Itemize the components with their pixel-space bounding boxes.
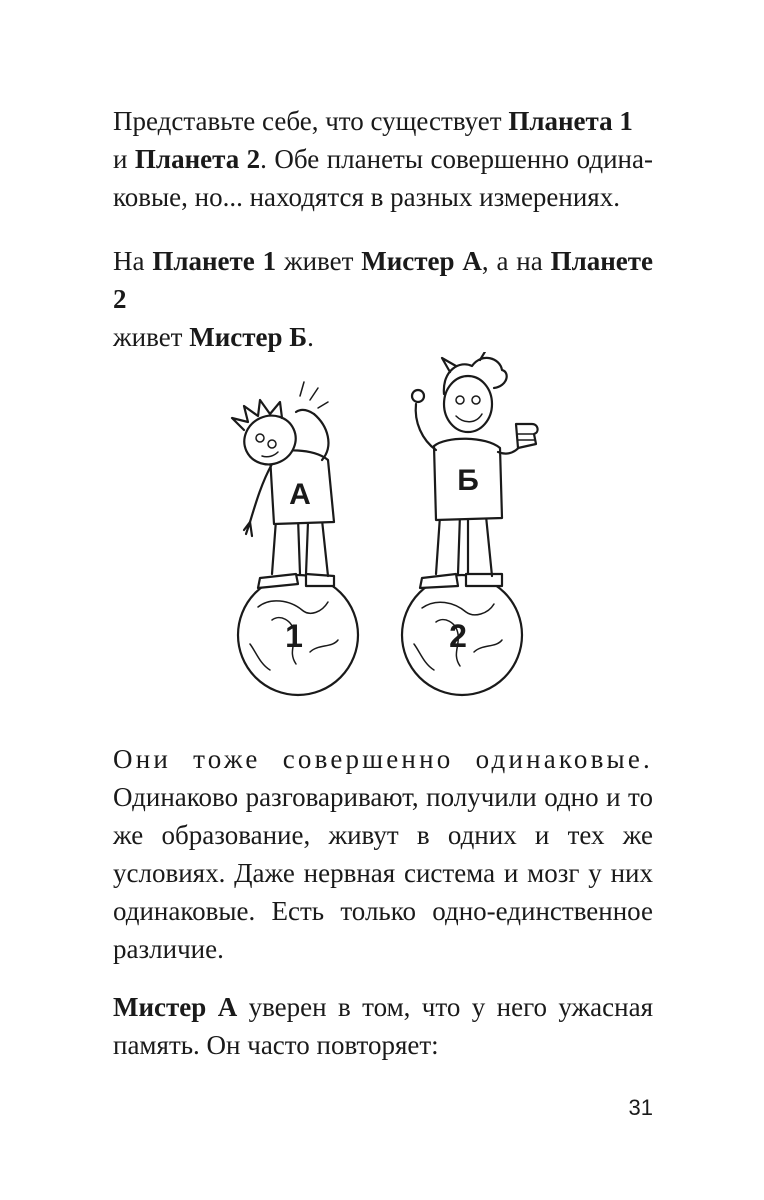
bold-mister-b: Мистер Б [189, 322, 308, 352]
text-block-top [113, 102, 653, 356]
text-run: . Обе планеты совершенно одина-ковые, но... находятся в разных измерениях. [113, 144, 653, 212]
figure-mister-a [232, 382, 358, 695]
text-run-spaced: Они тоже совершенно одинаковые. [113, 744, 653, 774]
figure-mister-b [402, 352, 538, 695]
page-number: 31 [628, 1095, 653, 1120]
text-run: На [113, 246, 153, 276]
text-run: Одинаково разговаривают, получили одно и то же образование, живут в одних и тех же условиях. Даже нервная система и мозг у них одинаковые. Есть только одно-единственное различие. [113, 782, 653, 964]
paragraph-memory [113, 988, 653, 1064]
text-run: , а на [481, 246, 551, 276]
illustration-mister-a-and-b [210, 352, 550, 702]
planet-number-2: 2 [449, 618, 467, 654]
bold-mister-a: Мистер А [361, 246, 482, 276]
bold-planet-1: Планете 1 [152, 246, 277, 276]
text-run: Представьте себе, что существует [113, 106, 509, 136]
paragraph-planets [113, 102, 653, 216]
bold-planet-2: Планета 2 [134, 144, 261, 174]
bold-planet-1: Планета 1 [508, 106, 633, 136]
text-run: и [113, 144, 135, 174]
bold-mister-a: Мистер А [113, 992, 238, 1022]
text-run: живет [276, 246, 362, 276]
paragraph-residents [113, 242, 653, 356]
text-run: . [307, 322, 314, 352]
planet-number-1: 1 [285, 618, 303, 654]
text-run: уверен в том, что у него ужасная память. Он часто повторяет: [113, 992, 653, 1060]
bold-planet-2: Планете 2 [113, 246, 654, 314]
shirt-letter-b: Б [457, 464, 479, 497]
text-run: живет [113, 322, 190, 352]
paragraph-identical [113, 740, 653, 968]
shirt-letter-a: А [289, 478, 311, 511]
